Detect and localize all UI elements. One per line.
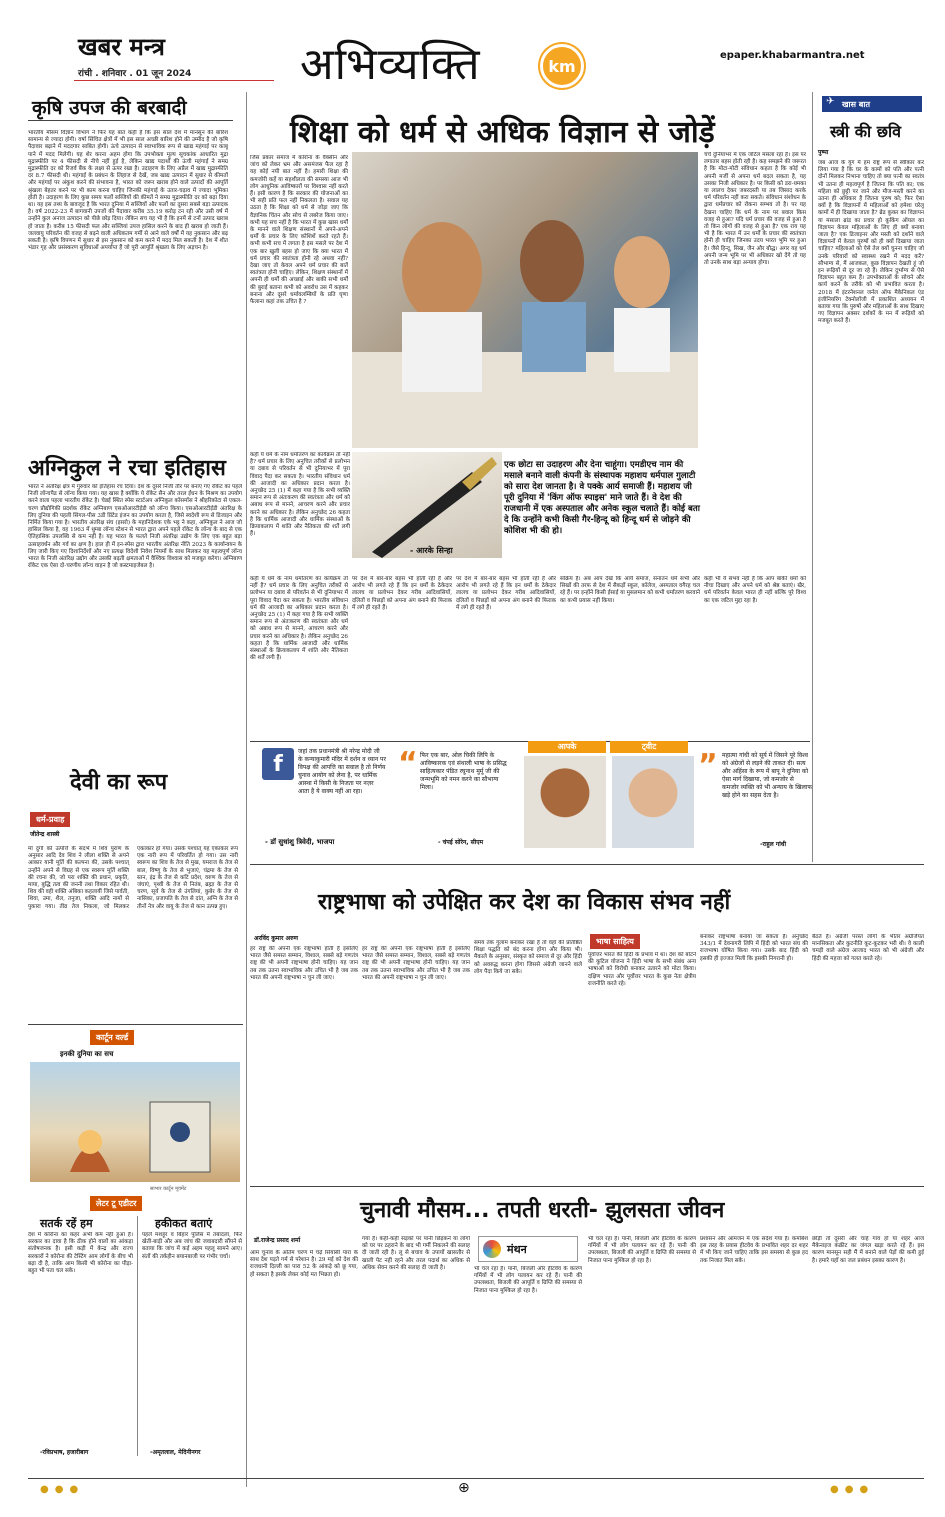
registration-mark-icon: ⊕ bbox=[458, 1480, 470, 1496]
letter-sign: -अमृतलाल, मेदिनीनगर bbox=[150, 1449, 201, 1456]
footer-rule bbox=[28, 1478, 924, 1479]
footer-dots-right: ●●● bbox=[830, 1484, 875, 1495]
article-col: कहीं भी ये संभव नहीं है कि आप बाकी धर्मों को नीचा दिखाए और अपने धर्म को श्रेष्ठ बताएं। खैर, धर्म परिवर्तन केवल भारत ही नहीं बल्कि पूरे विश्व का एक जटिल मुद्दा रहा है। bbox=[704, 576, 806, 604]
article-col: बैठते हैं। अंग्रेजी परस्त लोगों के भीतर अंग्रेजियत मानसिकता और कुटनीति कूट-कूटकर भरी थी। वे काली चमड़ी वाले अंग्रेज आजाद भारत को भी अंग्रेजी और हिंदी की महत्ता को गलत करते रहे। bbox=[812, 934, 924, 962]
byline: पुष्पा bbox=[818, 149, 829, 156]
article-col: प्रशासन और आमजन में एक संदेश गया है। कमोबेश इस तरह के प्रयास हीटवेव के प्रभावित शहर दर शहर में भी किए जाने चाहिए ताकि इस समस्या से कुछ हद तक निजात मिल सके। bbox=[700, 1236, 808, 1264]
title-underline bbox=[28, 120, 233, 121]
manthan-icon bbox=[483, 1240, 501, 1258]
article-title: देवी का रूप bbox=[70, 770, 168, 795]
section-tag: धर्म-प्रवाह bbox=[30, 812, 70, 827]
cm-quote: फिर एक बार, ओल चिकी लिपि के आविष्कारक एवं संथाली भाषा के प्रसिद्ध साहित्यकार पंडित रघुनाथ मुर्मू जी की जन्मभूमि को नमन करने का सौभाग्य मिला। bbox=[420, 752, 507, 791]
footer-dots-left: ●●● bbox=[40, 1484, 85, 1495]
byline: डॉ.राजेन्द्र प्रसाद शर्मा bbox=[254, 1237, 301, 1244]
byline: जीतेन्द्र शास्त्री bbox=[30, 831, 60, 838]
article-title: स्त्री की छवि bbox=[830, 122, 902, 141]
tweet-tag-b: ट्वीट bbox=[610, 741, 688, 753]
article-col: गया है। कहीं-कहीं सड़कों पर पानी छिड़कने या लोगों को घर पर ठहराने के बाद भी गर्मी निकलने की सलाह दी जाती रही है। लू से बचाव के उपायों खासतौर से खाली पेट नहीं रहने और तरल पदार्थ का अधिक से अधिक सेवन करने की सलाह दी जाती है। bbox=[362, 1236, 470, 1271]
section-divider bbox=[28, 1024, 243, 1025]
plane-icon: ✈ bbox=[826, 96, 835, 107]
students-photo bbox=[352, 152, 698, 448]
main-headline: शिक्षा को धर्म से अधिक विज्ञान से जोड़ें bbox=[290, 115, 715, 150]
section-divider bbox=[250, 864, 924, 865]
section-tag: भाषा साहित्य bbox=[590, 934, 640, 949]
dateline: रांची . शनिवार . 01 जून 2024 bbox=[78, 69, 192, 79]
quote-mark-icon: ” bbox=[698, 748, 718, 783]
fb-quote: जहां तक प्रधानमंत्री श्री नरेन्द्र मोदी जी के कन्याकुमारी मंदिर में दर्शन व ध्यान पर विपक्ष की आपत्ति का सवाल है तो निर्णय चुनाव आयोग को लेना है, पर धार्मिक आस्था में किसी के निजता पर नज़र आता है ये वाक्य नहीं आ रहा। bbox=[298, 748, 386, 795]
quote-mark-icon: “ bbox=[398, 746, 418, 781]
cm-sign: - चंपई सोरेन, सीएम bbox=[438, 839, 484, 846]
letter-body: देश में कोरोना का कहर अभी कम नहीं हुआ है। सरकार का दावा है कि ठीक होने वालों का आंकड़ा संतोषजनक है। इसी कड़ी में केन्द्र और राज्य सरकारों ने कोरोना की टेस्टिंग आम लोगों के बीच भी बढ़ा दी है, ताकि आम किसी भी कोरोना का पीड़ा-बहुत भी पता चल सके। bbox=[28, 1232, 133, 1275]
article-title: अग्निकुल ने रचा इतिहास bbox=[28, 456, 226, 481]
article-col: जिस प्रकार समाज में कोरोना के वैक्सीन और जांच को लेकर भ्रम और असमंजस फैल रहा है यह कोई नयी बात नहीं है। हमारी शिक्षा की कमजोरी कहें या सहशीलता की समस्या आज भी लोग आधुनिक आविष्कारों पर विश्वास नहीं करते हैं। इसी कारण है कि सरकार की योजनाओं का भी सही प्रति फल नहीं निकलता है। सवाल यह उठता है कि शिक्षा को धर्म से जोड़ा जाए कि वैज्ञानिक चिंतन और सोच से लबरेज किया जाए। कभी यह सच नहीं है कि भारत में कुछ खास धर्मों के मानने वाले शिक्षण संस्थानों में अपने-अपने धर्मों के प्रचार के लिए कोशिशें करते रहते हैं। कभी कभी सच में लगता है इस मसले पर देश में एक बार खुली बहस हो जाए कि क्या भारत में धर्म प्रचार की स्वतंत्रता होनी रहे अथवा नहीं? देखा जाए तो केवल अपने धर्म प्रचार की बातें स्वतंत्रता होनी चाहिए। लेकिन, शिक्षण संस्थानों में अपनी ही धर्मों की अच्छाई और बाकी सभी धर्मों की बुराई बताना कभी को अवरोध उस में कहकर बनाना और दूसरे धर्मावलम्बियों के प्रति घृणा फैलाना कहां तक उचित है ? bbox=[250, 155, 348, 306]
article-body: भारतीय मौसम विज्ञान विभाग ने फिर यह बात कही है कि इस साल देश में मानसून की बारिश सामान्य से ज्यादा होगी। वर्षा सिंचित क्षेत्रों में भी इस साल अच्छी बारिश होने की उम्मीद है जो कृषि पैदावार बढ़ाने में मददगार साबित होगी। ऊंचे उत्पादन से स्वाभाविक रूप से खाद्य महंगाई पर काबू पाने में मदद मिलेगी। यह शेर करना अहम होगा कि उपभोक्ता मूल्य सूचकांक आधारित मुद्रा मुद्रास्फीति पर 4 फीसदी से नीचे नहीं हुई है, लेकिन खाद्य पदार्थों की ऊंची महंगाई ने समग्र मुद्रास्फीति दर को रिजर्व बैंक के लक्ष्य से ऊपर रखा है। उदाहरण के लिए अप्रैल में खाद्य मुद्रास्फीति दर 8.7 फीसदी थी। महंगाई के प्रबंधन के लिहाज से देखें, जब खाद्य उत्पादन में सुधार से कीमतों और महंगाई पर अंकुश करने की संभावना है, भारत को जरूर खराब होने वाले उत्पादों की आपूर्ति श्रृंखला बेहतर करने पर भी काम करना चाहिए जिनकी महंगाई के उतार-चढ़ाव में ज्यादा भूमिका होती है। उदाहरण के लिए कुछ समय फलों सब्जियों की कीमतें ने समग्र मुद्रास्फीति दर को बढ़ा दिया था। यह इस तथ्य के बावजूद है कि भारत दुनिया में सब्जियों और फलों का दूसरा सबसे बड़ा उत्पादक है। वर्ष 2022-23 में बागवानी उपजों की पैदावार करीब 35.19 करोड़ टन रही और उसी वर्ष में उन्होंने कुल अनाज उत्पादन को पीछे छोड़ दिया। लेकिन सच यह भी है कि इनमें से टनों उत्पाद खराब हो जाता है। करीब 15 फीसदी फल और सब्जियां उपज हासिल करने के बाद ही खराब हो जाती हैं। जलवायु परिवर्तन की वजह से बढ़ने वाली अधिकतम गर्मी से आने वाले वर्षों में यह नुकसान और बढ़ सकती है। कृषि विपणन में सुधार से इस नुकसान को कम करने में मदद मिल सकती है। देश में शीत भंडार गृह और प्रसंस्करण सुविधाओं अपर्याप्त हैं जो पूरी आपूर्ति श्रृंखला के लिए अड़चन है। bbox=[28, 130, 228, 252]
brand-logo: खबर मन्त्र bbox=[78, 32, 165, 61]
cartoon-credit: साभार कार्टून मूवमेंट bbox=[150, 1186, 187, 1192]
leader-photo bbox=[612, 756, 694, 848]
byline: अरविंद कुमार अरुण bbox=[254, 935, 299, 942]
article-col: छोड़ी तो दूसरी और चाहे गांव हो या शहर आज मैकेनाइज कंक्रीट का जंगल खड़ा करते रहे हैं। इस कारण मानसून सही मैं में बनाने वाले पेड़ों की कमी हुई है। हमारे यहाँ का जल प्रबंधन इसका कारण है। bbox=[812, 1236, 924, 1264]
leader-sign: -राहुल गांधी bbox=[760, 841, 787, 848]
letter-title: हकीकत बताएं bbox=[155, 1217, 213, 1230]
epaper-link[interactable]: epaper.khabarmantra.net bbox=[720, 50, 865, 61]
facebook-icon: f bbox=[262, 748, 294, 780]
letters-tag: लेटर टू एडीटर bbox=[90, 1196, 142, 1211]
article-col: आम चुनाव के अंतिम चरण में चढ़े सियासी पारा के साथ देश पड़ते गर्म से परेशान है। 29 मई को देश की राजधानी दिल्ली का पारा 52 के आंकड़े को छू गया, हो सकता है इसके लेकर कोई मत भिन्नता हो। bbox=[250, 1250, 358, 1278]
section-divider bbox=[250, 1186, 924, 1187]
section-tag: खास बात bbox=[822, 96, 922, 112]
article-col: भी चल रहा है। पानी, बिजली और हीटवेव के कारण गर्मियों में भी लोग पलायन कर रहे हैं। पानी की उपलब्धता, बिजली की आपूर्ति व ग्रिप्ति की समस्या से निजात पाना मुश्किल हो रहा है। bbox=[474, 1266, 582, 1294]
letter-title: सतर्क रहें हम bbox=[40, 1217, 93, 1230]
article-col: पूर्वोत्तर भारत की हिंदी के प्रभाव में था। देश को बाँटने की कुटिल योजना ने हिंदी भाषा के सभी संबंध अन्य भाषाओं को विरोधी बनाकर उतारने को मोटा किया। दक्षिण भारत और पूर्वोत्तर भारत के कुछ नेता क्षेत्रीय राजनीति करते रहे। bbox=[588, 952, 696, 987]
article-col: हर राष्ट्र की अपनी एक राष्ट्रभाषा होती है इसलिए भारत जैसे समस्त सम्मान, विशाल, सबसे बड़े गणतंत्र राष्ट्र की भी अपनी राष्ट्रभाषा होनी चाहिए। यह जान तब तक उतना स्वाभाविक और उचित भी है जब तक भारत की अपनी राष्ट्रभाषा न चुन ली जाए। bbox=[362, 946, 470, 981]
manthan-label: मंथन bbox=[507, 1242, 527, 1256]
cartoon-drawing bbox=[30, 1062, 240, 1182]
leader-quote: महात्मा गांधी को सूर्य में जिसने पूरे विश्व को अंग्रेजों से लड़ने की ताकत दी। सत्य और अहिंसा के रूप में बापू ने दुनिया को ऐसा मार्ग दिखाया, जो कमजोर से कमजोर व्यक्ति को भी अन्याय के खिलाफ खड़े होने का सहस देता है। bbox=[722, 752, 812, 799]
manthan-logo bbox=[478, 1236, 578, 1262]
article-col: पर देश में बार-बार बहस भी होती रही है और आरोप भी लगते रहे हैं कि इन धर्मों के ठेकेदार लालच या प्रलोभन देकर गरीब आदिवासियों, दलितों व पिछड़ों को अपना अंग बनाने की फिराक में लगे ही रहते हैं। bbox=[456, 576, 556, 611]
article-col: हर राष्ट्र की अपनी एक राष्ट्रभाषा होती है इसलिए भारत जैसे समस्त सम्मान, विशाल, सबसे बड़े गणतंत्र राष्ट्र की भी अपनी राष्ट्रभाषा होनी चाहिए। यह जान तब तक उतना स्वाभाविक और उचित भी है जब तक भारत की अपनी राष्ट्रभाषा न चुन ली जाए। bbox=[250, 946, 358, 981]
tweet-tag-a: आपके bbox=[528, 741, 606, 753]
cartoon-tag: कार्टून वर्ल्ड bbox=[90, 1030, 134, 1045]
article-body: भारत ने अंतरिक्ष क्षेत्र में गुरुवार को इतिहास रच दिया। देश के दूसरे निजी तौर पर बनाए गए रॉकेट का पहले निजी लॉन्चपैड से लॉन्च किया गया। यह खास है क्योंकि ये रॉकेट सैन और तरल ईंधन के मिश्रण का उपयोग करने वाला पहला भारतीय रॉकेट है। चेन्नई स्थित स्पेस स्टार्टअप अग्निकुल कॉसमॉस ने श्रीहरिकोटा से एकल-चरण प्रौद्योगिकी प्रदर्शक रॉकेट अग्निबाण एसओआरटीईडी को लॉन्च किया। एसओआरटीईडी अंतरिक्ष के लिए दुनिया की पहली सिंगल-पीस 3डी प्रिंटेड इंजन का उपयोग करता है, जिसे स्वदेशी रूप से डिजाइन और निर्मित किया गया है। भारतीय अंतरिक्ष संघ (इसरो) के महानिदेशक एके भट्ट ने कहा, अग्निकुल ने आज जो हासिल किया है, वह 1963 में थुम्बा लॉन्च स्टेशन से भारत द्वारा अपने पहले रॉकेट के लॉन्च के बाद से एक ऐतिहासिक उपलब्धि से कम नहीं है। यह भारत के फलते निजी अंतरिक्ष उद्योग के लिए एक बहुत बड़ा उत्साहवर्धन और गर्व का क्षण है। हाल ही में इन-स्पेस द्वारा भारतीय अंतरिक्ष नीति 2023 के कार्यान्वयन के लिए जारी किए गए दिशानिर्देशों और नए प्रत्यक्ष विदेशी निवेश नियमों के साथ मिलकर यह महत्वपूर्ण लॉन्च भारत के निजी अंतरिक्ष उद्योग और उसकी बढ़ती क्षमताओं में वैश्विक विश्वास को मजबूत करेगा। अग्निबाण रॉकेट एक ऐसा दो-चरणीय लॉन्च वाहन है जो कस्टमाइजेबल है। bbox=[28, 484, 242, 570]
letter-body: पहले मशहूर व बिहार पुलिस में तबादला, फिर खेती-बाड़ी और अब जांच की जवाबदारी सौंपने से बताया कि जांच में कई अहम पहलू सामने आए। संतों की तर्कहीन बयानबाजी पर गंभीर चर्चा। bbox=[142, 1232, 242, 1260]
pull-quote: एक छोटा सा उदाहरण और देना चाहूंगा। एमडीएच नाम की मसाले बनाने वाली कंपनी के संस्थापक महाशय धर्मपाल गुलाटी को सारा देश जानता है। वे पक्के आर्य समाजी हैं। महाशय जी पूरी दुनिया में 'किंग ऑफ स्पाइस' माने जाते हैं। वे देश की राजधानी में एक अस्पताल और अनेक स्कूल चलाते हैं। कोई बता दे कि उन्होंने कभी किसी गैर-हिन्दू को हिन्दू धर्म से जोड़ने की कोशिश भी की हो। bbox=[504, 460, 700, 536]
article-col: पर देश में बार-बार बहस भी होती रही है और आरोप भी लगते रहे हैं कि इन धर्मों के ठेकेदार लालच या प्रलोभन देकर गरीब आदिवासियों, दलितों व पिछड़ों को अपना अंग बनाने की फिराक में लगे ही रहते हैं। bbox=[352, 576, 452, 611]
cartoon-caption: इनकी दुनिया का सच bbox=[60, 1050, 114, 1058]
article-title: कृषि उपज की बरबादी bbox=[32, 97, 187, 119]
fb-sign: - डॉ सुधांशु त्रिवेदी, भाजपा bbox=[265, 838, 335, 846]
cm-photo bbox=[524, 756, 606, 848]
km-logo: km bbox=[540, 44, 584, 88]
section-title: अभिव्यक्ति bbox=[300, 39, 481, 90]
cartoon-image bbox=[30, 1062, 240, 1182]
letters-divider bbox=[137, 1216, 138, 1456]
article-body: माँ दुर्गा को उत्पत्ति के संदर्भ में शिव पुराण के अनुसार आदि देव शिव ने लीला शक्ति से अपने आकार यानी मूर्ति की कल्पना की, उसके पश्चात् उन्होंने अपने से विग्रह से एक स्वरूप मूर्ति शक्ति की रचना की, जो परा शक्ति की प्रधान, प्रकृति, माया, बुद्धि तत्व की जननी तथा विकार रहित थी। शिव की वही शक्ति अंबिका कहलायीं जिसे पार्वती, शिवा, उमा, शैल, तनुजा, शक्ति आदि नामों से पुकारा गया। तीव्र तेज निकला, जो मिलकर एकाकार हो गया। उसके पश्चात् यह एकाकार रूप एक नारी रूप में परिवर्तित हो गया। उस नारी स्वरूप का शिव के तेज से मुख, यमराज के तेज से बाल, विष्णु के तेज से भुजाएं, चंद्रमा के तेज से स्तन, इंद्र के तेज से कटि प्रदेश, वरुण के तेज से जंघाएं, पृथ्वी के तेज से नितंब, ब्रह्मा के तेज से चरण, सूर्य के तेज से उंगलियां, कुबेर के तेज से नासिका, प्रजापति के तेज से दांत, अग्नि के तेज से तीनों नेत्र और वायु के तेज से कान उत्पन्न हुए। bbox=[28, 846, 238, 910]
article-col: चर्च दुनियाभर में एक जटिल मसला रहा है। इस पर लगातार बहस होती रही है। कह समझने की जरूरत है कि मोटा-मोटी संविधान कहता है कि कोई भी अपनी मर्जी से अपना धर्म बदल सकता है, यह उसका निजी अधिकार है। पर किसी को डरा-धमका या लालच देकर जबरदस्ती या तब जिसाद करके धर्म परिवर्तन नहीं करा सकते। संविधान संशोधन के द्वारा धर्मप्रचार को रोकना सम्भव तो है। पर यह देखना चाहिए कि धर्म के नाम पर बवाल किस वजह से हुआ? यदि धर्म प्रचार की वजह से हुआ है तो किन लोगों की वजह से हुआ है? एक राय यह भी है कि भारत में उन धर्मों के प्रचार की स्वतंत्रता होनी ही चाहिए जिनका उदय भारत भूमि पर हुआ है। जैसे हिन्दू, सिख, जैन और बौद्ध। अगर यह धर्म अपनी जन्म भूमि पर भी अधिकार खो देंगे तो यह तो उनके साथ बड़ा अन्याय होगा। bbox=[704, 152, 806, 267]
article-col: सक्रिय है। अब आप देखें कि आर्य समाज, सनातन धर्म सभी और सिखों की तरफ से देश में सैकड़ों स्कूल, कॉलेज, अस्पताल वगैरह चल रहे हैं। पर इन्होंने किसी ईसाई या मुसलमान को कभी धर्मांतरण करवाने का कभी प्रयास नहीं किया। bbox=[560, 576, 700, 604]
bottom-headline: चुनावी मौसम... तपती धरती- झुलसता जीवन bbox=[360, 1198, 725, 1223]
pen-photo bbox=[352, 452, 502, 558]
article-col: बनाकर राष्ट्रभाषा बनाया जा सकता है। अनुच्छेद 343/1 में देवनागरी लिपि में हिंदी को भारत संघ की राजभाषा घोषित किया गया। उसके बाद हिंदी को इसकी ही इज्जत मिली कि इसकी निगरानी हो। bbox=[700, 934, 808, 962]
lower-headline: राष्ट्रभाषा को उपेक्षित कर देश का विकास संभव नहीं bbox=[318, 890, 731, 915]
article-body: जब आज के युग में हम राष्ट्र रूप से स्वीकार कर लिया गया है कि घर के कामों को पति और पत्नी दोनों मिलकर निभाना चाहिए तो क्या पत्नी का स्वतंत्र भी उतना ही महत्वपूर्ण है जितना कि पति का; एक महिला को छुट्टी पर जाने और मौज-मस्ती करने का उतना ही अधिकार है जितना पुरुष को; फिर ऐसा क्यों है कि विज्ञापनों में महिलाओं को हमेशा घरेलू कामों में ही दिखाया जाता है? ब्रेड कुकर का विज्ञापन या मसाला ब्रांड का प्रचार हो कुकिंग ऑयल का विज्ञापन केवल महिलाओं के लिए ही क्यों बनाया जाता है? एक डिजाइनर और मस्ती को दर्शाने वाले विज्ञापनों में केवल पुरुषों को ही क्यों दिखाया जाता चाहिए? महिलाओं को ऐसे तेल क्यों चुनना चाहिए जो उनके परिवारों को स्वास्थ्य रखने में मदद करें? सौभाग्य से, मैं आजकल, कुछ विज्ञापन देखती हूं जो इन रूढ़ियों से दूर जा रहे हैं। लेकिन दुर्भाग्य से ऐसे विज्ञापन बहुत कम हैं। उपभोक्ताओं के सोचने और कार्य करने के तरीके को भी प्रभावित करता है। 2018 में इंटरनेशनल जर्नल ऑफ मैकेनिकल एंड इंजीनियरिंग टेक्नोलॉजी में प्रकाशित अध्ययन में बताया गया कि पुरुषों और महिलाओं के साथ दिखाए गए विज्ञापन अक्सर दर्शकों के मन में रूढ़ियों को मजबूत करते हैं। bbox=[818, 160, 924, 325]
article-col: कहीं ये धर्म के नाम धर्मांतरण का कार्यक्रम तो नहीं है? धर्म प्रचार के लिए अनुचित तरीकों से प्रलोभन या दबाव से परिवर्तन से भी दुनियाभर में पूरा विवाद पैदा कर सकता है। भारतीय संविधान धर्म की आजादी का अधिकार प्रदान करता है। अनुच्छेद 25 (1) में कहा गया है कि सभी व्यक्ति समान रूप से अंतःकरण की स्वतंत्रता और धर्म को अबाध रूप से मानने, आचरण करने और प्रचार करने का अधिकार है। लेकिन अनुच्छेद 26 कहता है कि धार्मिक आजादी और धार्मिक संस्थाओं के क्रियाकलाप में शांति और नैतिकता की शर्तें लगी हैं। bbox=[250, 452, 350, 538]
pen-illustration bbox=[352, 452, 502, 558]
article-col: समय तक गुलाम बनाकर रखा है तो वहाँ की प्रतिष्ठित शिक्षा पद्धति को बंद करना होगा और किया भी। मैकाले के अनुसार, संस्कृत को समाज से दूर और हिंदी को अवरुद्ध करना होगा जिससे अंग्रेजी जानने वाले लोग पैदा किये जा सके। bbox=[474, 940, 582, 975]
letter-sign: -रविप्रभाष, हजारीबाग bbox=[40, 1449, 89, 1456]
article-col: भी चल रहा है। पानी, बिजली और हीटवेव के कारण गर्मियों में भी लोग पलायन कर रहे हैं। पानी की उपलब्धता, बिजली की आपूर्ति व ग्रिप्ति की समस्या से निजात पाना मुश्किल हो रहा है। bbox=[588, 1236, 696, 1264]
masthead-divider bbox=[74, 80, 274, 81]
article-col: कहीं ये धर्म के नाम धर्मांतरण का कार्यक्रम तो नहीं है? धर्म प्रचार के लिए अनुचित तरीकों से प्रलोभन या दबाव से परिवर्तन से भी दुनियाभर में पूरा विवाद पैदा कर सकता है। भारतीय संविधान धर्म की आजादी का अधिकार प्रदान करता है। अनुच्छेद 25 (1) में कहा गया है कि सभी व्यक्ति समान रूप से अंतःकरण की स्वतंत्रता और धर्म को अबाध रूप से मानने, आचरण करने और प्रचार करने का अधिकार है। लेकिन अनुच्छेद 26 कहता है कि धार्मिक आजादी और धार्मिक संस्थाओं के क्रियाकलाप में शांति और नैतिकता की शर्तें लगी हैं। bbox=[250, 576, 348, 662]
column-divider bbox=[246, 92, 247, 1487]
author-name: - आरके सिन्हा bbox=[410, 546, 453, 555]
column-divider bbox=[812, 92, 813, 862]
students-illustration bbox=[352, 152, 698, 448]
